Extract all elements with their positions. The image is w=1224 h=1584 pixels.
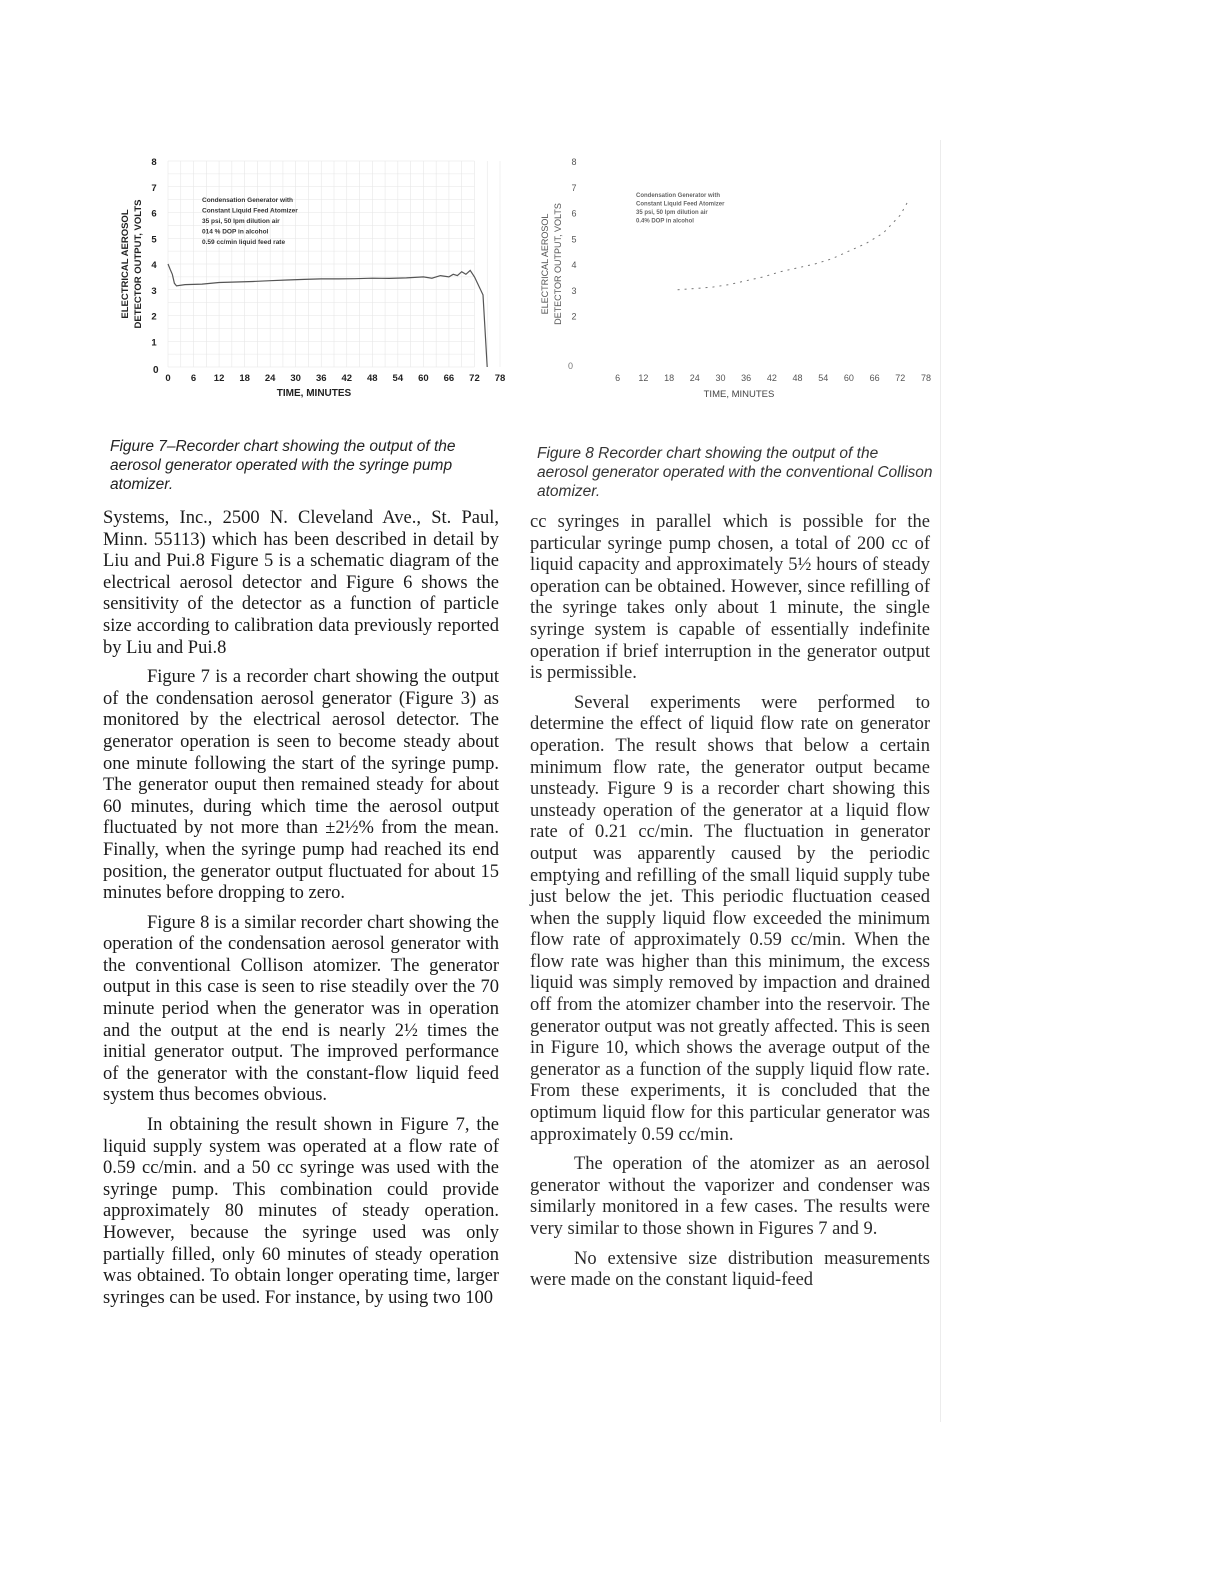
x-tick-label: 54 — [818, 373, 829, 383]
x-tick-label: 72 — [895, 373, 906, 383]
figure-7 — [110, 145, 520, 405]
figure-8-x-ticks — [615, 373, 931, 383]
x-tick-label: 60 — [418, 373, 429, 384]
y-tick-label: 6 — [571, 208, 577, 219]
y-tick-label: 4 — [151, 260, 157, 271]
x-tick-label: 66 — [869, 373, 880, 383]
annotation-line: Condensation Generator with — [636, 193, 721, 199]
y-tick-label: 5 — [151, 234, 157, 246]
figure-7-chart — [110, 145, 520, 405]
x-tick-label: 72 — [469, 373, 480, 384]
x-tick-label: 30 — [715, 373, 726, 383]
figure-8-caption: Figure 8 Recorder chart showing the output of the aerosol generator operated with the conventional Collison atomizer. — [537, 445, 933, 500]
x-tick-label: 6 — [190, 373, 197, 384]
x-tick-label: 48 — [367, 373, 378, 384]
y-tick-label: 5 — [571, 234, 577, 245]
x-tick-label: 18 — [239, 373, 250, 384]
annotation-line: 014 % DOP in alcohol — [202, 228, 269, 236]
y-tick-label: 1 — [151, 337, 157, 349]
y-tick-label: 7 — [151, 182, 157, 194]
paragraph: Figure 7 is a recorder chart showing the output of the condensation aerosol generator (Figure 3) as monitored by the electrical aerosol detector. The generator operation is seen to become steady about one minute following the start of the syringe pump. The generator ouput then remained steady for about 60 minutes, during which time the aerosol output fluctuated by not more than ±2½% from the mean. Finally, when the syringe pump had reached its end position, the generator output fluctuated for about 15 minutes before dropping to zero. — [103, 667, 499, 904]
figure-8 — [536, 145, 936, 405]
paragraph: Figure 8 is a similar recorder chart showing the operation of the condensation aerosol generator with the conventional Collison atomizer. The generator output in this case is seen to rise steadily over the 70 minute period when the generator was in operation and the output at the end is nearly 2½ times the initial generator output. The improved performance of the generator with the constant-flow liquid feed system thus becomes obvious. — [103, 912, 499, 1106]
y-axis-label-line: ELECTRICAL AEROSOL — [540, 213, 550, 315]
x-tick-label: 54 — [392, 373, 404, 384]
x-tick-label: 66 — [443, 373, 455, 384]
x-tick-label: 42 — [341, 373, 353, 384]
x-tick-label: 60 — [843, 373, 854, 383]
y-axis-label-line: ELECTRICAL AEROSOL — [120, 209, 131, 319]
x-tick-label: 12 — [638, 373, 649, 383]
figure-7-x-ticks — [165, 373, 505, 384]
figure-8-annotation — [636, 193, 725, 225]
y-tick-label: 2 — [151, 311, 157, 323]
paragraph: Systems, Inc., 2500 N. Cleveland Ave., St. Paul, Minn. 55113) which has been described in detail by Liu and Pui.8 Figure 5 is a schematic diagram of the electrical aerosol detector and Figure 6 shows the sensitivity of the detector as a function of particle size according to calibration data previously reported by Liu and Pui.8 — [103, 508, 499, 658]
paragraph: No extensive size distribution measurements were made on the constant liquid-feed — [530, 1248, 930, 1291]
annotation-line: 35 psi, 50 lpm dilution air — [636, 210, 708, 216]
figure-8-x-axis-label: TIME, MINUTES — [703, 389, 775, 400]
paragraph: Several experiments were performed to determine the effect of liquid flow rate on generator operation. The result shows that below a certain minimum flow rate, the generator output became unsteady. Figure 9 is a recorder chart showing this unsteady operation of the generator at a liquid flow rate of 0.21 cc/min. The fluctuation in generator output was apparently caused by the periodic emptying and refilling of the small liquid supply tube just below the jet. This periodic fluctuation ceased when the supply liquid flow exceeded the minimum flow rate of approximately 0.59 cc/min. When the flow rate was higher than this minimum, the excess liquid was simply removed by impaction and drained off from the atomizer chamber into the reservoir. The generator output was not greatly affected. This is seen in Figure 10, which shows the average output of the generator as a function of the supply liquid flow rate. From these experiments, it is concluded that the optimum liquid flow for this particular generator was approximately 0.59 cc/min. — [530, 692, 930, 1145]
figure-8-y-ticks — [571, 157, 576, 322]
annotation-line: Constant Liquid Feed Atomizer — [636, 201, 725, 208]
x-tick-label: 24 — [689, 373, 700, 383]
x-tick-label: 18 — [664, 373, 675, 383]
x-tick-label: 78 — [920, 373, 932, 383]
x-tick-label: 30 — [290, 373, 301, 384]
x-tick-label: 36 — [315, 373, 327, 384]
annotation-line: 0.59 cc/min liquid feed rate — [202, 239, 286, 246]
figure-7-caption: Figure 7–Recorder chart showing the output of the aerosol generator operated with the syringe pump atomizer. — [110, 438, 456, 493]
y-tick-label: 3 — [151, 285, 157, 297]
x-tick-label: 36 — [741, 373, 752, 383]
text-column-right — [530, 512, 930, 1300]
annotation-line: Constant Liquid Feed Atomizer — [202, 207, 298, 215]
figure-7-annotation — [202, 197, 298, 246]
annotation-line: 0.4% DOP in alcohol — [636, 218, 694, 225]
y-tick-label: 4 — [571, 260, 577, 270]
y-axis-label-line: DETECTOR OUTPUT, VOLTS — [553, 203, 563, 325]
text-column-left — [103, 508, 499, 1317]
figure-8-origin-label: 0 — [568, 361, 574, 371]
paragraph: The operation of the atomizer as an aerosol generator without the vaporizer and condenser was similarly monitored in a few cases. The results were very similar to those shown in Figures 7 and 9. — [530, 1154, 930, 1239]
figure-7-x-axis-label: TIME, MINUTES — [276, 388, 352, 399]
paragraph: cc syringes in parallel which is possible for the particular syringe pump chosen, a total of 200 cc of liquid capacity and approximately 5½ hours of steady operation can be obtained. However, since refilling of the syringe takes only about 1 minute, the single syringe system is capable of essentially indefinite operation if brief interruption in the generator output is permissible. — [530, 512, 930, 684]
page-edge-line — [940, 140, 941, 1422]
y-tick-label: 2 — [571, 311, 577, 322]
figure-8-series-line — [678, 200, 909, 290]
annotation-line: 35 psi, 50 lpm dilution air — [202, 218, 280, 225]
x-tick-label: 42 — [766, 373, 777, 383]
paragraph: In obtaining the result shown in Figure 7, the liquid supply system was operated at a flow rate of 0.59 cc/min. and a 50 cc syringe was used with the syringe pump. This combination could provide approximately 80 minutes of steady operation. However, because the syringe used was only partially filled, only 60 minutes of steady operation was obtained. To obtain longer operating time, larger syringes can be used. For instance, by using two 100 — [103, 1115, 499, 1308]
figure-8-chart — [536, 145, 936, 405]
figure-8-y-axis-label — [540, 203, 563, 325]
y-axis-label-line: DETECTOR OUTPUT, VOLTS — [133, 199, 144, 329]
x-tick-label: 24 — [264, 373, 276, 384]
x-tick-label: 48 — [792, 373, 803, 383]
y-tick-label: 6 — [151, 208, 157, 220]
figure-7-y-ticks — [151, 157, 157, 348]
x-tick-label: 12 — [213, 373, 225, 384]
x-tick-label: 6 — [615, 373, 621, 383]
y-tick-label: 8 — [571, 157, 577, 167]
x-tick-label: 0 — [165, 373, 171, 384]
figure-7-grid — [168, 161, 500, 367]
x-tick-label: 78 — [494, 373, 506, 384]
y-tick-label: 8 — [151, 157, 157, 168]
annotation-line: Condensation Generator with — [202, 197, 294, 204]
y-tick-label: 3 — [571, 285, 577, 296]
figure-7-y-axis-label — [120, 200, 144, 329]
figure-7-origin-label: 0 — [153, 365, 159, 376]
y-tick-label: 7 — [571, 182, 577, 193]
